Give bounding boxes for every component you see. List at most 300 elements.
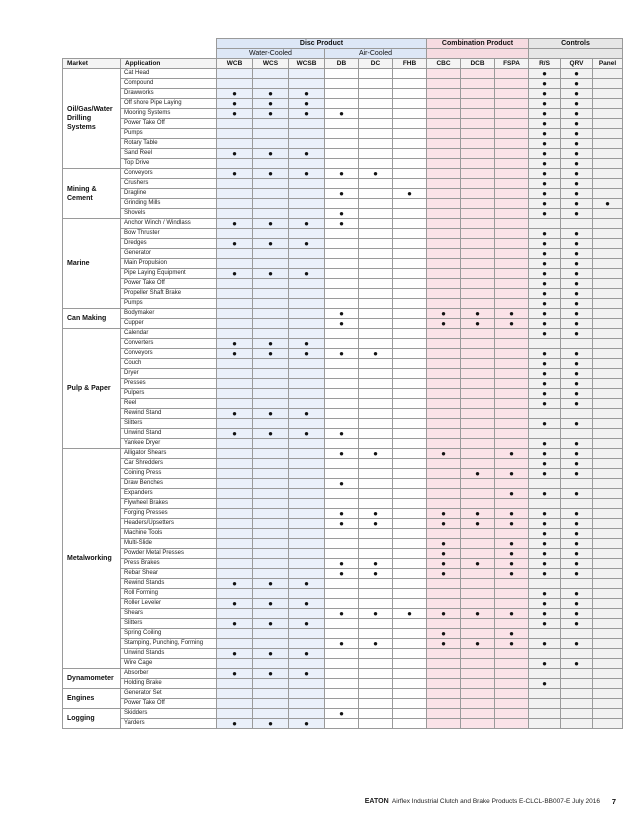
applicable-dot: ●: [461, 509, 495, 519]
empty-cell: [393, 259, 427, 269]
application-cell: Conveyors: [121, 169, 217, 179]
empty-cell: [325, 679, 359, 689]
empty-cell: [495, 589, 529, 599]
table-row: [63, 369, 623, 379]
empty-cell: [325, 579, 359, 589]
empty-cell: [593, 459, 623, 469]
application-cell: Reel: [121, 399, 217, 409]
empty-cell: [359, 189, 393, 199]
empty-cell: [427, 499, 461, 509]
empty-cell: [359, 589, 393, 599]
applicable-dot: ●: [561, 299, 593, 309]
table-row: [63, 579, 623, 589]
empty-cell: [393, 339, 427, 349]
table-row: [63, 129, 623, 139]
empty-cell: [529, 709, 561, 719]
applicable-dot: ●: [253, 339, 289, 349]
empty-cell: [427, 239, 461, 249]
empty-cell: [495, 689, 529, 699]
applicable-dot: ●: [561, 659, 593, 669]
empty-cell: [393, 329, 427, 339]
empty-cell: [393, 559, 427, 569]
table-row: [63, 489, 623, 499]
empty-cell: [325, 659, 359, 669]
table-row: [63, 529, 623, 539]
applicable-dot: ●: [289, 109, 325, 119]
empty-cell: [393, 509, 427, 519]
empty-cell: [253, 179, 289, 189]
empty-cell: [495, 389, 529, 399]
empty-cell: [253, 119, 289, 129]
empty-cell: [495, 109, 529, 119]
empty-cell: [593, 119, 623, 129]
empty-cell: [325, 299, 359, 309]
empty-cell: [359, 109, 393, 119]
empty-cell: [561, 699, 593, 709]
empty-cell: [289, 639, 325, 649]
table-row: [63, 679, 623, 689]
empty-cell: [427, 149, 461, 159]
applicable-dot: ●: [253, 349, 289, 359]
applicable-dot: ●: [495, 449, 529, 459]
empty-cell: [253, 79, 289, 89]
applicable-dot: ●: [359, 169, 393, 179]
empty-cell: [593, 709, 623, 719]
empty-cell: [461, 329, 495, 339]
empty-cell: [427, 189, 461, 199]
empty-cell: [427, 329, 461, 339]
empty-cell: [461, 339, 495, 349]
table-row: [63, 349, 623, 359]
empty-cell: [561, 429, 593, 439]
empty-cell: [359, 579, 393, 589]
empty-cell: [359, 179, 393, 189]
table-row: [63, 519, 623, 529]
empty-cell: [529, 669, 561, 679]
application-cell: Calendar: [121, 329, 217, 339]
empty-cell: [593, 359, 623, 369]
applicable-dot: ●: [427, 449, 461, 459]
table-row: [63, 389, 623, 399]
empty-cell: [289, 449, 325, 459]
empty-cell: [461, 129, 495, 139]
empty-cell: [325, 139, 359, 149]
empty-cell: [217, 499, 253, 509]
empty-cell: [427, 129, 461, 139]
empty-cell: [359, 119, 393, 129]
applicable-dot: ●: [289, 669, 325, 679]
empty-cell: [495, 419, 529, 429]
empty-cell: [427, 659, 461, 669]
table-row: [63, 119, 623, 129]
subgroup-header-row: [63, 49, 623, 59]
applicable-dot: ●: [253, 89, 289, 99]
empty-cell: [217, 389, 253, 399]
empty-cell: [529, 499, 561, 509]
empty-cell: [217, 459, 253, 469]
empty-cell: [325, 249, 359, 259]
applicable-dot: ●: [561, 359, 593, 369]
table-row: [63, 289, 623, 299]
empty-cell: [359, 309, 393, 319]
empty-cell: [593, 159, 623, 169]
application-cell: Slitters: [121, 419, 217, 429]
empty-cell: [495, 479, 529, 489]
empty-cell: [495, 329, 529, 339]
application-cell: Flywheel Brakes: [121, 499, 217, 509]
applicable-dot: ●: [325, 639, 359, 649]
empty-cell: [393, 589, 427, 599]
table-row: [63, 139, 623, 149]
applicable-dot: ●: [561, 459, 593, 469]
empty-cell: [393, 349, 427, 359]
applicable-dot: ●: [461, 639, 495, 649]
empty-cell: [461, 409, 495, 419]
empty-cell: [461, 579, 495, 589]
empty-cell: [325, 129, 359, 139]
empty-cell: [289, 419, 325, 429]
applicable-dot: ●: [529, 509, 561, 519]
empty-cell: [289, 159, 325, 169]
applicable-dot: ●: [325, 209, 359, 219]
empty-cell: [461, 549, 495, 559]
empty-cell: [495, 259, 529, 269]
empty-cell: [561, 669, 593, 679]
applicable-dot: ●: [561, 449, 593, 459]
empty-cell: [593, 439, 623, 449]
empty-cell: [289, 399, 325, 409]
empty-cell: [593, 239, 623, 249]
applicable-dot: ●: [529, 99, 561, 109]
empty-cell: [593, 599, 623, 609]
footer-brand: EATON: [364, 798, 389, 805]
market-cell: Marine: [63, 219, 121, 309]
application-cell: Roll Forming: [121, 589, 217, 599]
empty-cell: [325, 179, 359, 189]
empty-cell: [253, 549, 289, 559]
empty-cell: [393, 549, 427, 559]
applicable-dot: ●: [289, 89, 325, 99]
applicable-dot: ●: [495, 489, 529, 499]
empty-cell: [593, 289, 623, 299]
table-row: [63, 339, 623, 349]
empty-cell: [393, 399, 427, 409]
empty-cell: [253, 399, 289, 409]
applicable-dot: ●: [529, 609, 561, 619]
table-row: [63, 69, 623, 79]
applicable-dot: ●: [561, 69, 593, 79]
empty-cell: [217, 549, 253, 559]
empty-cell: [461, 679, 495, 689]
applicable-dot: ●: [529, 559, 561, 569]
applicable-dot: ●: [561, 399, 593, 409]
applicable-dot: ●: [561, 619, 593, 629]
empty-cell: [393, 309, 427, 319]
empty-cell: [217, 609, 253, 619]
empty-cell: [359, 139, 393, 149]
applicable-dot: ●: [325, 429, 359, 439]
empty-cell: [461, 499, 495, 509]
empty-cell: [427, 479, 461, 489]
application-cell: Pumps: [121, 299, 217, 309]
applicable-dot: ●: [529, 679, 561, 689]
empty-cell: [253, 289, 289, 299]
empty-cell: [427, 579, 461, 589]
empty-cell: [359, 489, 393, 499]
empty-cell: [393, 459, 427, 469]
applicable-dot: ●: [529, 389, 561, 399]
empty-cell: [217, 259, 253, 269]
empty-cell: [393, 449, 427, 459]
empty-cell: [289, 199, 325, 209]
application-cell: Crushers: [121, 179, 217, 189]
empty-cell: [427, 529, 461, 539]
applicable-dot: ●: [529, 369, 561, 379]
empty-cell: [495, 669, 529, 679]
empty-cell: [359, 479, 393, 489]
empty-cell: [593, 139, 623, 149]
empty-cell: [495, 619, 529, 629]
empty-cell: [593, 189, 623, 199]
empty-cell: [217, 139, 253, 149]
empty-cell: [593, 279, 623, 289]
empty-cell: [289, 129, 325, 139]
applicable-dot: ●: [461, 519, 495, 529]
market-cell: Oil/Gas/Water Drilling Systems: [63, 69, 121, 169]
empty-cell: [461, 529, 495, 539]
empty-cell: [359, 259, 393, 269]
empty-cell: [593, 129, 623, 139]
applicable-dot: ●: [529, 149, 561, 159]
empty-cell: [427, 469, 461, 479]
empty-cell: [593, 339, 623, 349]
empty-cell: [393, 299, 427, 309]
group-header-row: [63, 39, 623, 49]
empty-cell: [593, 539, 623, 549]
column-header-panel: Panel: [593, 59, 623, 69]
empty-cell: [253, 609, 289, 619]
empty-cell: [495, 99, 529, 109]
empty-cell: [495, 379, 529, 389]
table-body: [63, 69, 623, 729]
applicable-dot: ●: [325, 569, 359, 579]
empty-cell: [427, 699, 461, 709]
empty-cell: [427, 89, 461, 99]
applicable-dot: ●: [561, 419, 593, 429]
empty-cell: [461, 669, 495, 679]
empty-cell: [325, 489, 359, 499]
applicable-dot: ●: [253, 219, 289, 229]
applicable-dot: ●: [529, 249, 561, 259]
applicable-dot: ●: [529, 419, 561, 429]
applicable-dot: ●: [393, 609, 427, 619]
empty-cell: [325, 79, 359, 89]
application-cell: Multi-Slide: [121, 539, 217, 549]
applicable-dot: ●: [561, 189, 593, 199]
empty-cell: [529, 629, 561, 639]
application-cell: Unwind Stands: [121, 649, 217, 659]
empty-cell: [359, 549, 393, 559]
empty-cell: [427, 119, 461, 129]
applicable-dot: ●: [289, 339, 325, 349]
application-cell: Dredges: [121, 239, 217, 249]
empty-cell: [561, 479, 593, 489]
empty-cell: [359, 319, 393, 329]
empty-cell: [289, 519, 325, 529]
application-cell: Off shore Pipe Laying: [121, 99, 217, 109]
empty-cell: [495, 279, 529, 289]
empty-cell: [495, 139, 529, 149]
empty-cell: [427, 669, 461, 679]
empty-cell: [427, 179, 461, 189]
applicable-dot: ●: [561, 99, 593, 109]
empty-cell: [495, 299, 529, 309]
table-row: [63, 259, 623, 269]
empty-cell: [593, 149, 623, 159]
applicable-dot: ●: [427, 519, 461, 529]
empty-cell: [359, 419, 393, 429]
empty-cell: [289, 439, 325, 449]
application-cell: Rewind Stand: [121, 409, 217, 419]
empty-cell: [359, 629, 393, 639]
applicable-dot: ●: [253, 99, 289, 109]
empty-cell: [359, 229, 393, 239]
empty-cell: [325, 89, 359, 99]
empty-cell: [217, 179, 253, 189]
application-cell: Top Drive: [121, 159, 217, 169]
empty-cell: [593, 429, 623, 439]
empty-cell: [427, 249, 461, 259]
table-row: [63, 449, 623, 459]
application-cell: Rebar Shear: [121, 569, 217, 579]
application-cell: Drawworks: [121, 89, 217, 99]
empty-cell: [393, 269, 427, 279]
empty-cell: [593, 269, 623, 279]
empty-cell: [289, 469, 325, 479]
empty-cell: [461, 119, 495, 129]
empty-cell: [359, 709, 393, 719]
empty-cell: [359, 439, 393, 449]
empty-cell: [461, 419, 495, 429]
column-header-market: Market: [63, 59, 121, 69]
empty-cell: [393, 489, 427, 499]
applicable-dot: ●: [529, 259, 561, 269]
empty-cell: [427, 159, 461, 169]
applicable-dot: ●: [561, 209, 593, 219]
page-footer: [365, 798, 600, 805]
applicable-dot: ●: [529, 619, 561, 629]
applicable-dot: ●: [529, 169, 561, 179]
empty-cell: [529, 219, 561, 229]
applicable-dot: ●: [217, 409, 253, 419]
empty-cell: [359, 669, 393, 679]
empty-cell: [427, 679, 461, 689]
applicable-dot: ●: [529, 129, 561, 139]
applicable-dot: ●: [561, 609, 593, 619]
empty-cell: [593, 589, 623, 599]
empty-cell: [461, 69, 495, 79]
table-row: [63, 659, 623, 669]
empty-cell: [359, 369, 393, 379]
empty-cell: [289, 299, 325, 309]
column-header-wcb: WCB: [217, 59, 253, 69]
empty-cell: [253, 689, 289, 699]
empty-cell: [289, 549, 325, 559]
table-row: [63, 629, 623, 639]
table-row: [63, 309, 623, 319]
empty-cell: [359, 529, 393, 539]
empty-cell: [217, 329, 253, 339]
empty-cell: [253, 299, 289, 309]
empty-cell: [495, 189, 529, 199]
empty-cell: [461, 179, 495, 189]
empty-cell: [253, 189, 289, 199]
applicable-dot: ●: [253, 409, 289, 419]
empty-cell: [593, 169, 623, 179]
applicable-dot: ●: [359, 519, 393, 529]
applicable-dot: ●: [427, 539, 461, 549]
applicable-dot: ●: [495, 559, 529, 569]
application-cell: Dryer: [121, 369, 217, 379]
empty-cell: [461, 269, 495, 279]
empty-cell: [325, 409, 359, 419]
empty-cell: [495, 409, 529, 419]
applicable-dot: ●: [561, 149, 593, 159]
applicable-dot: ●: [561, 509, 593, 519]
applicable-dot: ●: [529, 549, 561, 559]
empty-cell: [217, 509, 253, 519]
empty-cell: [393, 99, 427, 109]
empty-cell: [495, 179, 529, 189]
applicable-dot: ●: [561, 89, 593, 99]
empty-cell: [461, 279, 495, 289]
empty-cell: [253, 639, 289, 649]
empty-cell: [427, 139, 461, 149]
empty-cell: [325, 539, 359, 549]
applicable-dot: ●: [561, 269, 593, 279]
applicable-dot: ●: [495, 629, 529, 639]
empty-cell: [289, 119, 325, 129]
empty-cell: [427, 299, 461, 309]
empty-cell: [393, 249, 427, 259]
empty-cell: [289, 569, 325, 579]
empty-cell: [289, 659, 325, 669]
empty-cell: [461, 539, 495, 549]
empty-cell: [289, 499, 325, 509]
empty-cell: [495, 649, 529, 659]
empty-cell: [359, 699, 393, 709]
empty-cell: [393, 239, 427, 249]
empty-cell: [495, 229, 529, 239]
empty-cell: [427, 379, 461, 389]
table-row: [63, 99, 623, 109]
empty-cell: [593, 679, 623, 689]
empty-cell: [325, 439, 359, 449]
empty-cell: [217, 199, 253, 209]
empty-cell: [289, 289, 325, 299]
applicable-dot: ●: [529, 319, 561, 329]
application-cell: Rewind Stands: [121, 579, 217, 589]
empty-cell: [593, 719, 623, 729]
empty-cell: [427, 69, 461, 79]
empty-cell: [325, 599, 359, 609]
empty-cell: [325, 669, 359, 679]
empty-cell: [217, 699, 253, 709]
applicable-dot: ●: [561, 169, 593, 179]
empty-cell: [359, 689, 393, 699]
applicable-dot: ●: [561, 539, 593, 549]
empty-cell: [359, 659, 393, 669]
